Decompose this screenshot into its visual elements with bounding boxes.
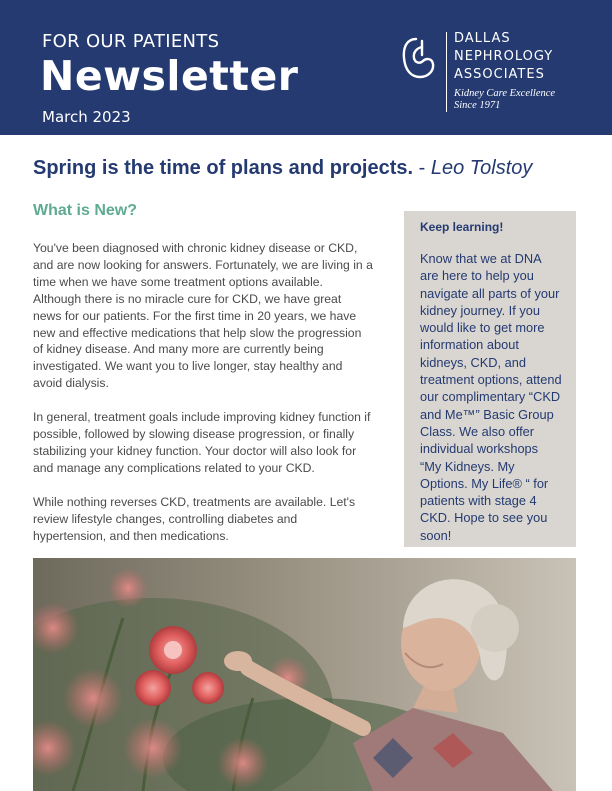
logo-tagline: Kidney Care Excellence <box>454 88 556 99</box>
header-banner <box>0 0 612 135</box>
spring-quote <box>33 157 532 180</box>
quote-author: Leo Tolstoy <box>430 157 533 179</box>
article-paragraph-3: While nothing reverses CKD, treatments are available. Let's review lifestyle changes, controlling diabetes and hypertension, and then medications. <box>33 494 356 543</box>
newsletter-title: Newsletter <box>40 52 299 100</box>
keep-learning-sidebar <box>404 211 576 547</box>
section-heading: What is New? <box>33 202 138 219</box>
quote-text: Spring is the time of plans and projects. <box>33 157 414 179</box>
logo-word-associates: ASSOCIATES <box>454 67 545 82</box>
sidebar-title: Keep learning! <box>420 220 504 234</box>
sidebar-body: Know that we at DNA are here to help you navigate all parts of your kidney journey. If you would like to get more information about kidneys, CKD, and treatment options, attend our complimentary “CKD and Me™” Basic Group Class. We also offer individual workshops “My Kidneys. My Options. My Life® “ for patients with stage 4 CKD. Hope to see you soon! <box>420 251 562 543</box>
garden-photo <box>33 558 576 791</box>
article-paragraph-2: In general, treatment goals include improving kidney function if possible, followed by slowing disease progression, or finally stabilizing your kidney function. Your doctor will also look for and manage any complications related to your CKD. <box>33 410 371 475</box>
logo-divider <box>446 32 447 112</box>
quote-separator: - <box>413 157 431 179</box>
article-body <box>33 240 373 562</box>
article-paragraph-1: You've been diagnosed with chronic kidney disease or CKD, and are now looking for answers. Fortunately, we are living in a time when we have some treatment options available. Although there is no miracle cure for CKD, we have great news for our patients. For the first time in 20 years, we have new and effective medications that help slow the progression of kidney disease. And many more are currently being investigated. We want you to live longer, stay healthy and avoid dialysis. <box>33 241 373 391</box>
logo-since: Since 1971 <box>454 100 501 111</box>
kidney-logo-icon <box>402 36 438 80</box>
logo-word-nephrology: NEPHROLOGY <box>454 49 554 64</box>
logo-word-dallas: DALLAS <box>454 31 511 46</box>
header-kicker: FOR OUR PATIENTS <box>42 31 220 52</box>
garden-photo-illustration <box>33 558 576 791</box>
issue-date: March 2023 <box>42 108 131 126</box>
